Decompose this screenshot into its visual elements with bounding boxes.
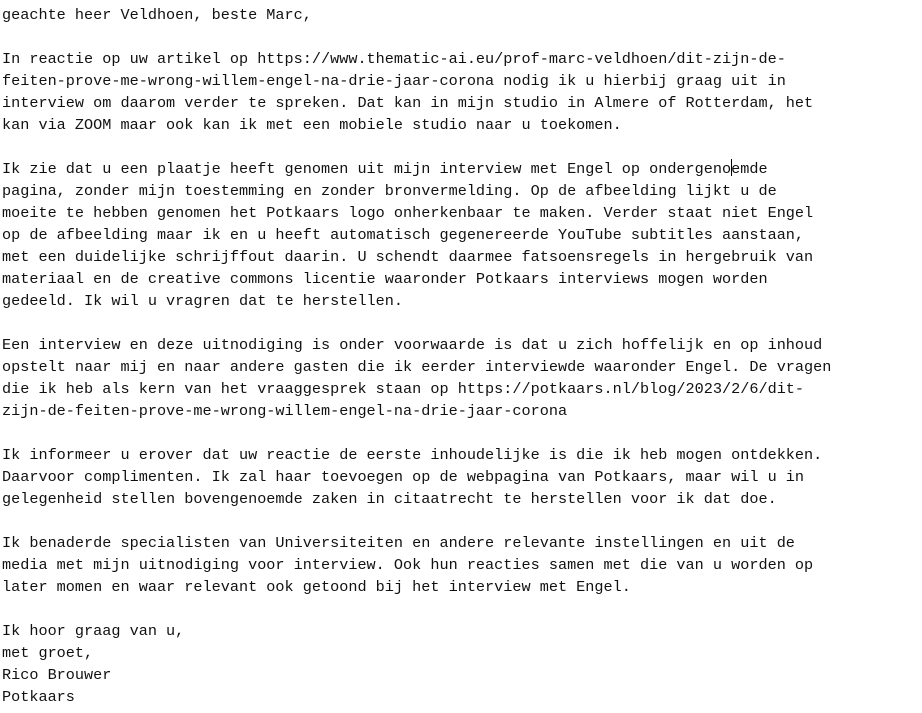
- paragraph-4: [2, 444, 922, 510]
- signature-name: Rico Brouwer: [2, 666, 112, 684]
- signature-organization: Potkaars: [2, 688, 75, 706]
- text-line: met een duidelijke schrijffout daarin. U schendt daarmee fatsoensregels in hergebruik van: [2, 248, 814, 266]
- text-line: op de afbeelding maar ik en u heeft automatisch gegenereerde YouTube subtitles aanstaan,: [2, 226, 805, 244]
- text-line: Daarvoor complimenten. Ik zal haar toevoegen op de webpagina van Potkaars, maar wil u in: [2, 468, 805, 486]
- text-line: zijn-de-feiten-prove-me-wrong-willem-engel-na-drie-jaar-corona: [2, 402, 568, 420]
- text-line: die ik heb als kern van het vraaggesprek staan op https://potkaars.nl/blog/2023/2/6/dit-: [2, 380, 805, 398]
- text-line: In reactie op uw artikel op https://www.thematic-ai.eu/prof-marc-veldhoen/dit-zijn-de-: [2, 50, 786, 68]
- paragraph-3: [2, 334, 922, 422]
- text-line: opstelt naar mij en naar andere gasten die ik eerder interviewde waaronder Engel. De vragen: [2, 358, 832, 376]
- text-line: Een interview en deze uitnodiging is onder voorwaarde is dat u zich hoffelijk en op inhoud: [2, 336, 823, 354]
- text-line: Ik informeer u erover dat uw reactie de eerste inhoudelijke is die ik heb mogen ontdekken.: [2, 446, 823, 464]
- paragraph-2: [2, 158, 922, 312]
- text-line: Ik benaderde specialisten van Universiteiten en andere relevante instellingen en uit de: [2, 534, 795, 552]
- blank-line: [2, 422, 922, 444]
- text-line: gelegenheid stellen bovengenoemde zaken in citaatrecht te herstellen voor ik dat doe.: [2, 490, 777, 508]
- text-line: media met mijn uitnodiging voor interview. Ook hun reacties samen met die van u worden op: [2, 556, 814, 574]
- text-line: pagina, zonder mijn toestemming en zonder bronvermelding. Op de afbeelding lijkt u de: [2, 182, 777, 200]
- text-line: kan via ZOOM maar ook kan ik met een mobiele studio naar u toekomen.: [2, 116, 622, 134]
- blank-line: [2, 598, 922, 620]
- text-line: interview om daarom verder te spreken. Dat kan in mijn studio in Almere of Rotterdam, het: [2, 94, 814, 112]
- text-before-caret: Ik zie dat u een plaatje heeft genomen uit mijn interview met Engel op ondergeno: [2, 160, 732, 178]
- blank-line: [2, 26, 922, 48]
- closing-line: met groet,: [2, 644, 94, 662]
- greeting-line: geachte heer Veldhoen, beste Marc,: [2, 6, 312, 24]
- paragraph-5: [2, 532, 922, 598]
- text-line: feiten-prove-me-wrong-willem-engel-na-drie-jaar-corona nodig ik u hierbij graag uit in: [2, 72, 786, 90]
- text-line-with-caret: [2, 158, 922, 180]
- text-line: gedeeld. Ik wil u vragren dat te herstellen.: [2, 292, 404, 310]
- paragraph-1: [2, 48, 922, 136]
- blank-line: [2, 510, 922, 532]
- closing-line: Ik hoor graag van u,: [2, 622, 185, 640]
- blank-line: [2, 136, 922, 158]
- text-line: moeite te hebben genomen het Potkaars logo onherkenbaar te maken. Verder staat niet Engel: [2, 204, 814, 222]
- closing-block: [2, 620, 922, 708]
- text-after-caret: emde: [731, 160, 768, 178]
- text-line: later momen en waar relevant ook getoond bij het interview met Engel.: [2, 578, 631, 596]
- blank-line: [2, 312, 922, 334]
- text-line: materiaal en de creative commons licentie waaronder Potkaars interviews mogen worden: [2, 270, 768, 288]
